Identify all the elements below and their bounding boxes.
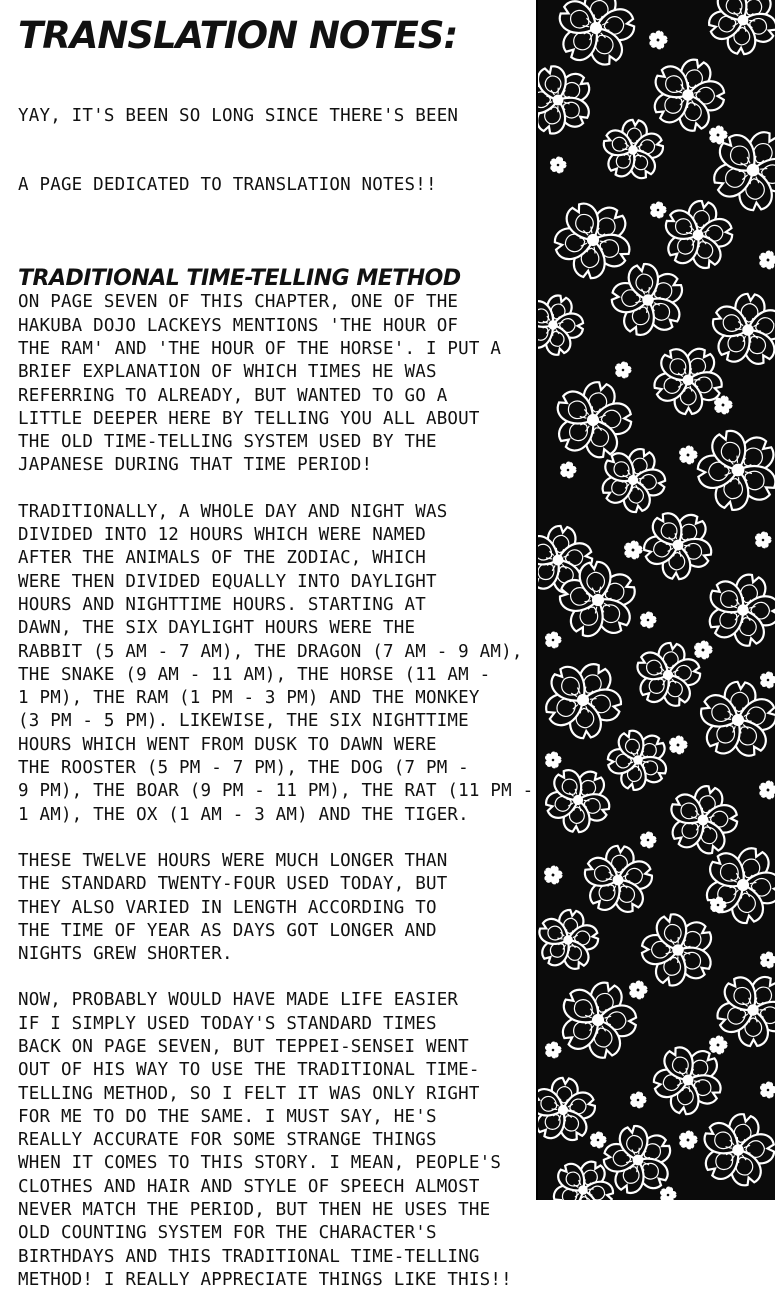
blossom-icon: [588, 1130, 609, 1150]
paragraph-line: METHOD! I REALLY APPRECIATE THINGS LIKE THIS!!: [18, 1269, 536, 1292]
paragraph-line: THE STANDARD TWENTY-FOUR USED TODAY, BUT: [18, 873, 536, 896]
paragraph-line: REFERRING TO ALREADY, BUT WANTED TO GO A: [18, 385, 536, 408]
blossom-icon: [538, 905, 605, 977]
paragraph-line: NIGHTS GREW SHORTER.: [18, 943, 536, 966]
blossom-icon: [691, 1105, 775, 1196]
paragraph-line: 1 PM), THE RAM (1 PM - 3 PM) AND THE MONKEY: [18, 687, 536, 710]
blossom-icon: [638, 830, 659, 850]
paragraph-line: THE SNAKE (9 AM - 11 AM), THE HORSE (11 AM -: [18, 664, 536, 687]
blossom-icon: [613, 360, 634, 380]
paragraph-line: TELLING METHOD, SO I FELT IT WAS ONLY RIGHT: [18, 1083, 536, 1106]
blossom-icon: [626, 979, 649, 1002]
blossom-icon: [756, 779, 775, 802]
intro-line: YAY, IT'S BEEN SO LONG SINCE THERE'S BEEN: [18, 105, 536, 128]
paragraph-line: BACK ON PAGE SEVEN, BUT TEPPEI-SENSEI WENT: [18, 1036, 536, 1059]
paragraph-line: BRIEF EXPLANATION OF WHICH TIMES HE WAS: [18, 361, 536, 384]
paragraph-line: LITTLE DEEPER HERE BY TELLING YOU ALL ABOUT: [18, 408, 536, 431]
paragraph-line: OLD COUNTING SYSTEM FOR THE CHARACTER'S: [18, 1222, 536, 1245]
blossom-icon: [558, 460, 579, 480]
paragraph-line: ON PAGE SEVEN OF THIS CHAPTER, ONE OF THE: [18, 291, 536, 314]
paragraph-line: OUT OF HIS WAY TO USE THE TRADITIONAL TIME-: [18, 1059, 536, 1082]
blossom-icon: [638, 610, 659, 630]
page-title: TRANSLATION NOTES:: [18, 14, 536, 58]
blossom-icon: [543, 373, 642, 469]
section-title: TRADITIONAL TIME-TELLING METHOD: [18, 266, 536, 291]
paragraph-line: THE TIME OF YEAR AS DAYS GOT LONGER AND: [18, 920, 536, 943]
paragraph-line: 1 AM), THE OX (1 AM - 3 AM) AND THE TIGER.: [18, 804, 536, 827]
paragraph-line: WHEN IT COMES TO THIS STORY. I MEAN, PEOPLE'S: [18, 1152, 536, 1175]
paragraph: [18, 850, 536, 966]
blossom-icon: [692, 0, 775, 71]
paragraph-line: TRADITIONALLY, A WHOLE DAY AND NIGHT WAS: [18, 501, 536, 524]
paragraph-line: THEY ALSO VARIED IN LENGTH ACCORDING TO: [18, 897, 536, 920]
paragraph-line: CLOTHES AND HAIR AND STYLE OF SPEECH ALMOST: [18, 1176, 536, 1199]
cherry-blossom-pattern: [538, 0, 775, 1200]
blossom-icon: [578, 843, 657, 919]
blossom-icon: [646, 29, 669, 52]
blossom-icon: [621, 539, 644, 562]
paragraph-line: DAWN, THE SIX DAYLIGHT HOURS WERE THE: [18, 617, 536, 640]
blossom-icon: [666, 734, 689, 757]
blossom-icon: [548, 155, 569, 175]
paragraph-line: DIVIDED INTO 12 HOURS WHICH WERE NAMED: [18, 524, 536, 547]
paragraph-line: (3 PM - 5 PM). LIKEWISE, THE SIX NIGHTTIME: [18, 710, 536, 733]
paragraph-line: HAKUBA DOJO LACKEYS MENTIONS 'THE HOUR OF: [18, 315, 536, 338]
blossom-icon: [676, 444, 699, 467]
paragraph-line: THE RAM' AND 'THE HOUR OF THE HORSE'. I PUT A: [18, 338, 536, 361]
intro-text: [18, 58, 536, 244]
blossom-icon: [753, 530, 774, 550]
paragraph-line: 9 PM), THE BOAR (9 PM - 11 PM), THE RAT (11 PM -: [18, 780, 536, 803]
notes-body: [18, 291, 536, 1292]
blossom-icon: [543, 630, 564, 650]
blossom-icon: [538, 51, 607, 151]
paragraph-line: IF I SIMPLY USED TODAY'S STANDARD TIMES: [18, 1013, 536, 1036]
intro-line: A PAGE DEDICATED TO TRANSLATION NOTES!!: [18, 174, 536, 197]
blossom-icon: [658, 778, 747, 864]
paragraph-line: HOURS WHICH WENT FROM DUSK TO DAWN WERE: [18, 734, 536, 757]
blossom-icon: [543, 1040, 564, 1060]
blossom-icon: [543, 750, 564, 770]
paragraph-line: AFTER THE ANIMALS OF THE ZODIAC, WHICH: [18, 547, 536, 570]
blossom-icon: [758, 1080, 775, 1100]
paragraph-line: REALLY ACCURATE FOR SOME STRANGE THINGS: [18, 1129, 536, 1152]
blossom-icon: [676, 1129, 699, 1152]
blossom-icon: [678, 411, 775, 530]
blossom-icon: [756, 249, 775, 272]
paragraph-line: HOURS AND NIGHTTIME HOURS. STARTING AT: [18, 594, 536, 617]
blossom-icon: [655, 194, 741, 277]
paragraph-line: JAPANESE DURING THAT TIME PERIOD!: [18, 454, 536, 477]
blossom-icon: [538, 1075, 600, 1146]
cherry-blossom-panel: [538, 0, 775, 1200]
paragraph-line: FOR ME TO DO THE SAME. I MUST SAY, HE'S: [18, 1106, 536, 1129]
blossom-icon: [706, 291, 775, 371]
paragraph-line: NEVER MATCH THE PERIOD, BUT THEN HE USES THE: [18, 1199, 536, 1222]
blossom-icon: [691, 639, 714, 662]
blossom-icon: [758, 950, 775, 970]
blossom-icon: [598, 117, 668, 184]
blossom-icon: [549, 0, 643, 74]
blossom-icon: [658, 1185, 679, 1200]
paragraph: [18, 291, 536, 477]
blossom-icon: [541, 864, 564, 887]
translation-notes-column: [18, 14, 536, 1292]
blossom-icon: [648, 200, 669, 220]
paragraph-line: THESE TWELVE HOURS WERE MUCH LONGER THAN: [18, 850, 536, 873]
paragraph: [18, 989, 536, 1292]
blossom-icon: [628, 1090, 649, 1110]
blossom-icon: [758, 670, 775, 690]
paragraph-line: THE ROOSTER (5 PM - 7 PM), THE DOG (7 PM -: [18, 757, 536, 780]
blossom-icon: [538, 286, 594, 366]
paragraph: [18, 501, 536, 827]
paragraph-line: THE OLD TIME-TELLING SYSTEM USED BY THE: [18, 431, 536, 454]
paragraph-line: BIRTHDAYS AND THIS TRADITIONAL TIME-TELLING: [18, 1246, 536, 1269]
paragraph-line: WERE THEN DIVIDED EQUALLY INTO DAYLIGHT: [18, 571, 536, 594]
blossom-icon: [694, 679, 775, 764]
paragraph-line: RABBIT (5 AM - 7 AM), THE DRAGON (7 AM - 9 AM),: [18, 641, 536, 664]
paragraph-line: NOW, PROBABLY WOULD HAVE MADE LIFE EASIER: [18, 989, 536, 1012]
blossom-icon: [593, 716, 682, 805]
